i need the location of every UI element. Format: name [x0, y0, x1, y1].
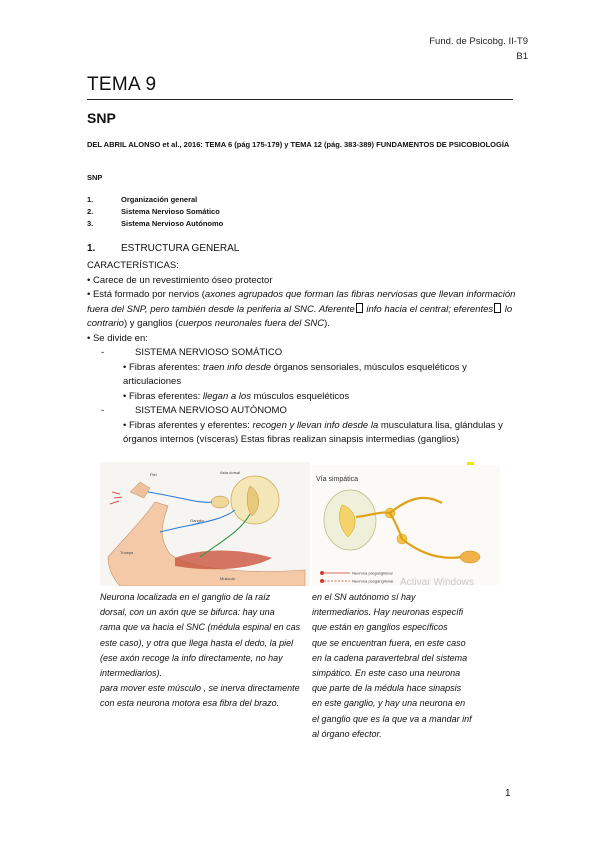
outline-item: 2. Sistema Nervioso Somático [87, 207, 220, 216]
svg-text:Piel: Piel [150, 472, 157, 477]
section-heading-structure: 1. ESTRUCTURA GENERAL [87, 243, 240, 254]
outline-item: 3. Sistema Nervioso Autónomo [87, 219, 224, 228]
activation-watermark: Activar Windows [400, 577, 474, 588]
caption-left: Neurona localizada en el ganglio de la raíz dorsal, con un axón que se bifurca: hay una rama que va hacia el SNC (médula espinal en cas este caso), y otra que llega hasta el dedo, la piel (ese axón recoge la info directamente, no hay intermediarios). para mover este músculo , se inerva directamente con esta neurona motora esa fibra del brazo. [100, 592, 301, 709]
title-rule [87, 99, 513, 100]
sympathetic-pathway-figure [312, 465, 500, 585]
somatic-efferent: • Fibras eferentes: llegan a los músculos esqueléticos [123, 390, 350, 402]
page-title: TEMA 9 [87, 74, 157, 95]
caption-right: en el SN autónomo sí hay intermediarios. Hay neuronas específi que están en ganglios específicos que se encuentran fuera, en este caso en la cadena paravertebral del sistema simpático. En este caso una neurona que parte de la médula hace sinapsis en este ganglio, y hay una neurona en el ganglio que es la que va a mandar inf al órgano efector. [312, 592, 472, 739]
header-course: Fund. de Psicobg. II-T9 [429, 36, 528, 47]
characteristics-label: CARACTERÍSTICAS: [87, 260, 179, 271]
page-number: 1 [505, 788, 511, 799]
legend-postganglionic: Neurona posganglionar [352, 578, 394, 584]
somatic-afferent: • Fibras aferentes: traen info desde órganos sensoriales, músculos esqueléticos y articulaciones [123, 361, 467, 387]
svg-text:Ganglio: Ganglio [190, 518, 204, 523]
bibliographic-reference: DEL ABRIL ALONSO et al., 2016: TEMA 6 (pág 175-179) y TEMA 12 (pág. 383-389) FUNDAMENTOS DE PSICOBIOLOGÍA [87, 140, 510, 149]
outline-item: 1. Organización general [87, 195, 198, 204]
header-code: B1 [516, 51, 528, 62]
outline-title: SNP [87, 173, 103, 182]
autonomic-heading: - SISTEMA NERVIOSO AUTÓNOMO [101, 405, 287, 416]
document-body [87, 259, 519, 448]
svg-text:Músculo: Músculo [220, 576, 235, 581]
figure-title: Vía simpática [316, 476, 359, 483]
somatic-nerve-figure [100, 462, 310, 586]
sympathetic-figure-drawing [312, 465, 500, 585]
bullet-nerves: • Está formado por nervios (axones agrupados que forman las fibras nerviosas que llevan información fuera del SNP, pero también desde la periferia al SNC. Aferente info hacia el central; eferentes lo contrario) y ganglios (cuerpos neuronales fuera del SNC). [87, 289, 516, 329]
somatic-heading: - SISTEMA NERVIOSO SOMÁTICO [101, 347, 283, 358]
svg-text:Tríceps: Tríceps [120, 550, 134, 555]
running-header [429, 34, 528, 64]
svg-text:Asta dorsal: Asta dorsal [220, 470, 241, 475]
somatic-figure-drawing [100, 462, 310, 586]
bullet-bone: • Carece de un revestimiento óseo protector [87, 274, 273, 286]
arrow-glyph [356, 303, 363, 313]
arrow-glyph [494, 303, 501, 313]
outline-list [87, 194, 223, 230]
section-heading-snp: SNP [87, 110, 116, 126]
bullet-divides: • Se divide en: [87, 332, 148, 344]
legend-preganglionic: Neurona preganglionar [352, 570, 393, 576]
autonomic-fibers: • Fibras aferentes y eferentes: recogen y llevan info desde la musculatura lisa, glándulas y órganos internos (vísceras) Estas fibras realizan sinapsis intermedias (ganglios) [123, 419, 503, 445]
